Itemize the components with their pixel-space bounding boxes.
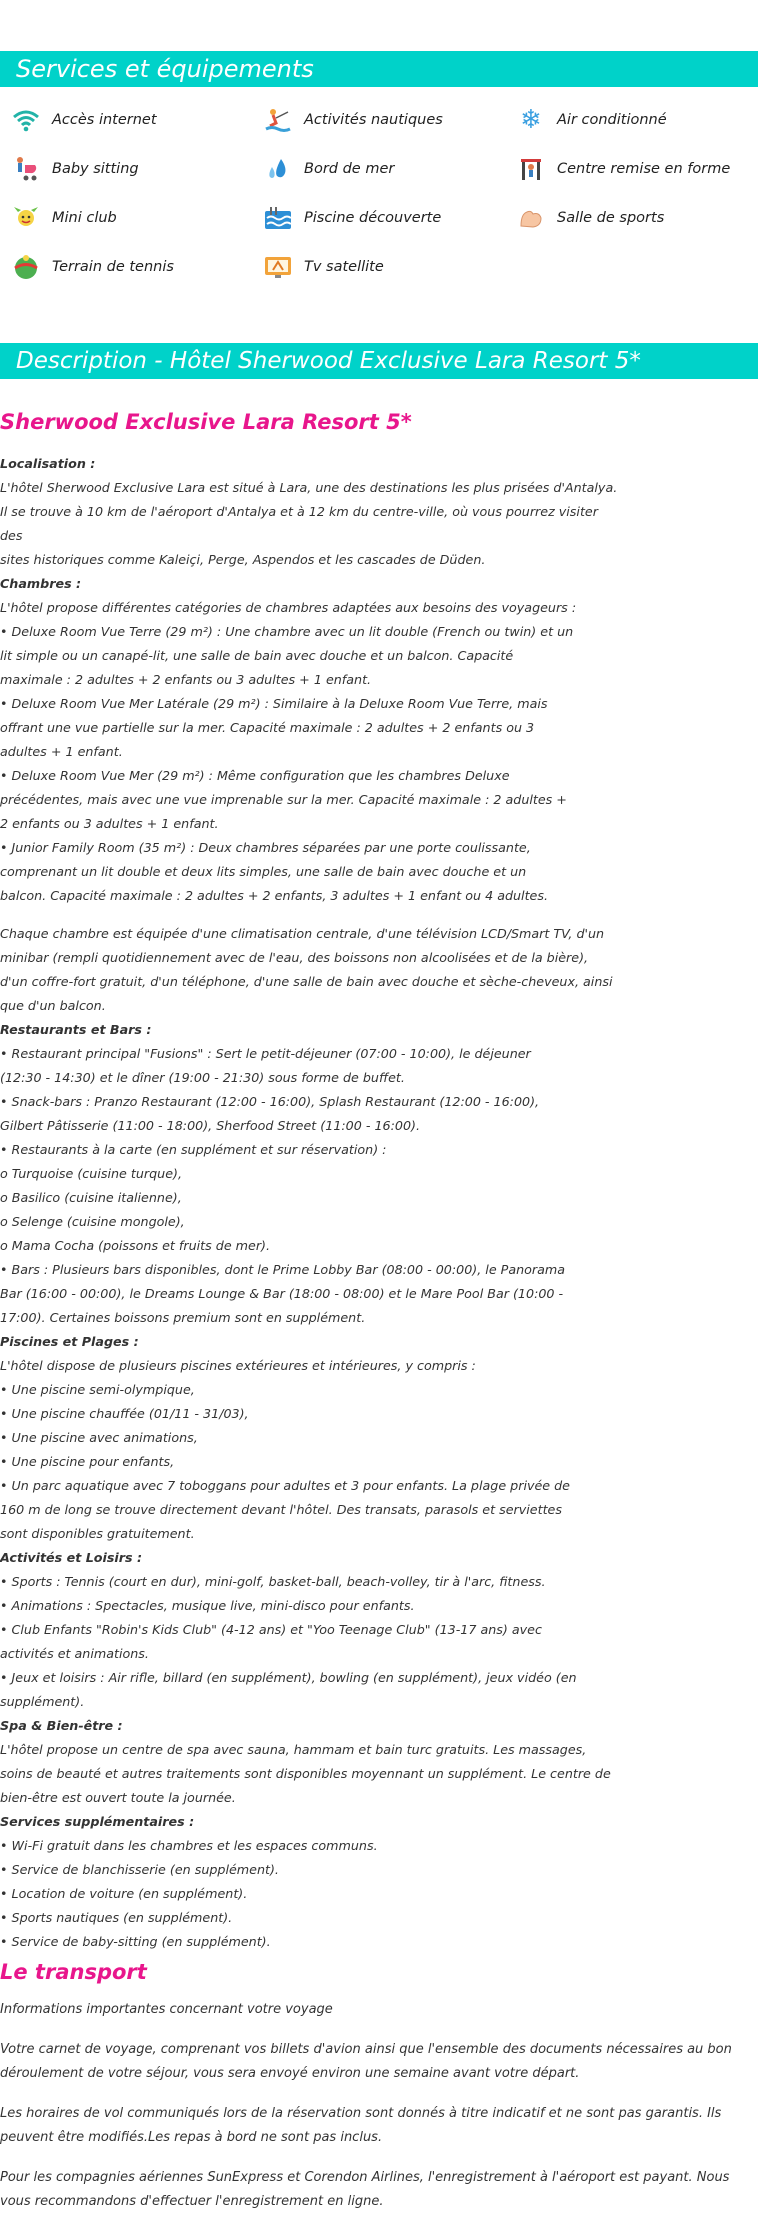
description-line: • Bars : Plusieurs bars disponibles, dont le Prime Lobby Bar (08:00 - 00:00), le Panorama	[0, 1262, 566, 1277]
wifi-icon	[10, 105, 42, 135]
description-section-title: Description - Hôtel Sherwood Exclusive Lara Resort 5*	[0, 343, 758, 379]
description-line: • Animations : Spectacles, musique live, mini-disco pour enfants.	[0, 1598, 415, 1613]
description-line: que d'un balcon.	[0, 998, 106, 1013]
transport-paragraph: Pour les compagnies aériennes SunExpress et Corendon Airlines, l'enregistrement à l'aéroport est payant. Nous vous recommandons d'effectuer l'enregistrement en ligne.	[0, 2170, 730, 2209]
service-gym	[515, 203, 664, 233]
description-line: offrant une vue partielle sur la mer. Capacité maximale : 2 adultes + 2 enfants ou 3	[0, 720, 535, 735]
description-line: bien-être est ouvert toute la journée.	[0, 1790, 236, 1805]
service-ac	[515, 105, 667, 135]
description-line: Gilbert Pâtisserie (11:00 - 18:00), Sherfood Street (11:00 - 16:00).	[0, 1118, 420, 1133]
description-line: o Turquoise (cuisine turque),	[0, 1166, 182, 1181]
service-label: Salle de sports	[557, 210, 665, 226]
description-line: • Snack-bars : Pranzo Restaurant (12:00 - 16:00), Splash Restaurant (12:00 - 16:00),	[0, 1094, 540, 1109]
description-line: sont disponibles gratuitement.	[0, 1526, 195, 1541]
description-line: • Jeux et loisirs : Air rifle, billard (en supplément), bowling (en supplément), jeux vidéo (en	[0, 1670, 577, 1685]
service-satellite-tv	[262, 252, 384, 282]
description-line: lit simple ou un canapé-lit, une salle de bain avec douche et un balcon. Capacité	[0, 648, 514, 663]
description-line: activités et animations.	[0, 1646, 149, 1661]
hotel-name-heading: Sherwood Exclusive Lara Resort 5*	[0, 410, 412, 434]
description-line: • Une piscine chauffée (01/11 - 31/03),	[0, 1406, 249, 1421]
description-line: • Restaurant principal "Fusions" : Sert le petit-déjeuner (07:00 - 10:00), le déjeuner	[0, 1046, 531, 1061]
description-line: Chaque chambre est équipée d'une climatisation centrale, d'une télévision LCD/Smart TV, d'un	[0, 926, 605, 941]
description-line: • Restaurants à la carte (en supplément et sur réservation) :	[0, 1142, 387, 1157]
description-line: précédentes, mais avec une vue imprenable sur la mer. Capacité maximale : 2 adultes +	[0, 792, 567, 807]
service-internet	[10, 105, 157, 135]
service-label: Terrain de tennis	[52, 259, 174, 275]
paragraph-gap	[0, 908, 620, 922]
description-subheading: Chambres :	[0, 576, 82, 591]
service-seaside	[262, 154, 394, 184]
description-subheading: Services supplémentaires :	[0, 1814, 195, 1829]
description-line: (12:30 - 14:30) et le dîner (19:00 - 21:30) sous forme de buffet.	[0, 1070, 405, 1085]
kids-club-icon	[10, 203, 42, 233]
description-line: adultes + 1 enfant.	[0, 744, 123, 759]
description-subheading: Restaurants et Bars :	[0, 1022, 152, 1037]
description-line: minibar (rempli quotidiennement avec de l'eau, des boissons non alcoolisées et de la bière),	[0, 950, 589, 965]
service-mini-club	[10, 203, 117, 233]
description-subheading: Localisation :	[0, 456, 96, 471]
description-line: o Mama Cocha (poissons et fruits de mer).	[0, 1238, 271, 1253]
pool-icon	[262, 203, 294, 233]
description-line: • Deluxe Room Vue Mer Latérale (29 m²) : Similaire à la Deluxe Room Vue Terre, mais	[0, 696, 548, 711]
hotel-description	[0, 452, 620, 1954]
service-label: Bord de mer	[304, 161, 395, 177]
description-line: • Un parc aquatique avec 7 toboggans pour adultes et 3 pour enfants. La plage privée de	[0, 1478, 570, 1493]
description-subheading: Piscines et Plages :	[0, 1334, 139, 1349]
stroller-icon	[10, 154, 42, 184]
description-line: 2 enfants ou 3 adultes + 1 enfant.	[0, 816, 219, 831]
snowflake-icon: ❄	[520, 105, 542, 135]
description-line: supplément).	[0, 1694, 85, 1709]
description-line: • Location de voiture (en supplément).	[0, 1886, 248, 1901]
service-label: Air conditionné	[557, 112, 667, 128]
description-line: L'hôtel Sherwood Exclusive Lara est situé à Lara, une des destinations les plus prisées d'Antalya.	[0, 480, 618, 495]
gym-arm-icon	[515, 203, 547, 233]
service-fitness-center	[515, 154, 730, 184]
service-label: Tv satellite	[304, 259, 384, 275]
service-tennis	[10, 252, 174, 282]
description-line: L'hôtel propose différentes catégories de chambres adaptées aux besoins des voyageurs :	[0, 600, 577, 615]
service-label: Baby sitting	[52, 161, 139, 177]
transport-paragraph: Votre carnet de voyage, comprenant vos billets d'avion ainsi que l'ensemble des documents nécessaires au bon déroulement de votre séjour, vous sera envoyé environ une semaine avant votre départ.	[0, 2042, 732, 2081]
description-line: • Une piscine semi-olympique,	[0, 1382, 195, 1397]
transport-paragraph: Les horaires de vol communiqués lors de la réservation sont donnés à titre indicatif et ne sont pas garantis. Ils peuvent être modifiés.Les repas à bord ne sont pas inclus.	[0, 2106, 722, 2145]
service-outdoor-pool	[262, 203, 441, 233]
description-line: Il se trouve à 10 km de l'aéroport d'Antalya et à 12 km du centre-ville, où vous pourrez visiter des	[0, 504, 598, 543]
transport-heading: Le transport	[0, 1960, 147, 1984]
description-line: 17:00). Certaines boissons premium sont en supplément.	[0, 1310, 366, 1325]
description-line: o Basilico (cuisine italienne),	[0, 1190, 182, 1205]
service-babysitting	[10, 154, 139, 184]
service-label: Accès internet	[52, 112, 157, 128]
description-line: • Wi-Fi gratuit dans les chambres et les espaces communs.	[0, 1838, 378, 1853]
description-line: • Junior Family Room (35 m²) : Deux chambres séparées par une porte coulissante,	[0, 840, 531, 855]
description-line: • Service de blanchisserie (en supplément).	[0, 1862, 279, 1877]
water-ski-icon	[262, 105, 294, 135]
description-line: Bar (16:00 - 00:00), le Dreams Lounge & Bar (18:00 - 08:00) et le Mare Pool Bar (10:00 -	[0, 1286, 564, 1301]
description-line: • Deluxe Room Vue Mer (29 m²) : Même configuration que les chambres Deluxe	[0, 768, 510, 783]
fitness-icon	[515, 154, 547, 184]
service-label: Centre remise en forme	[557, 161, 731, 177]
description-line: d'un coffre-fort gratuit, d'un téléphone, d'une salle de bain avec douche et sèche-cheveux, ainsi	[0, 974, 613, 989]
description-line: • Une piscine avec animations,	[0, 1430, 198, 1445]
water-drop-icon	[262, 154, 294, 184]
service-label: Mini club	[52, 210, 117, 226]
description-line: • Sports nautiques (en supplément).	[0, 1910, 233, 1925]
description-subheading: Spa & Bien-être :	[0, 1718, 123, 1733]
description-line: • Deluxe Room Vue Terre (29 m²) : Une chambre avec un lit double (French ou twin) et un	[0, 624, 574, 639]
description-line: comprenant un lit double et deux lits simples, une salle de bain avec douche et un	[0, 864, 527, 879]
services-section-title: Services et équipements	[0, 51, 758, 87]
description-line: maximale : 2 adultes + 2 enfants ou 3 adultes + 1 enfant.	[0, 672, 372, 687]
transport-paragraph: Informations importantes concernant votre voyage	[0, 2002, 333, 2017]
description-line: o Selenge (cuisine mongole),	[0, 1214, 185, 1229]
description-line: L'hôtel dispose de plusieurs piscines extérieures et intérieures, y compris :	[0, 1358, 476, 1373]
description-line: soins de beauté et autres traitements sont disponibles moyennant un supplément. Le centre de	[0, 1766, 611, 1781]
service-label: Piscine découverte	[304, 210, 442, 226]
description-line: • Club Enfants "Robin's Kids Club" (4-12 ans) et "Yoo Teenage Club" (13-17 ans) avec	[0, 1622, 542, 1637]
service-label: Activités nautiques	[304, 112, 443, 128]
description-line: • Sports : Tennis (court en dur), mini-golf, basket-ball, beach-volley, tir à l'arc, fitness.	[0, 1574, 546, 1589]
description-line: sites historiques comme Kaleiçi, Perge, Aspendos et les cascades de Düden.	[0, 552, 486, 567]
service-nautical	[262, 105, 443, 135]
description-line: L'hôtel propose un centre de spa avec sauna, hammam et bain turc gratuits. Les massages,	[0, 1742, 587, 1757]
description-line: • Une piscine pour enfants,	[0, 1454, 175, 1469]
tennis-icon	[10, 252, 42, 282]
description-line: • Service de baby-sitting (en supplément).	[0, 1934, 271, 1949]
transport-info	[0, 1998, 745, 2230]
description-line: balcon. Capacité maximale : 2 adultes + 2 enfants, 3 adultes + 1 enfant ou 4 adultes.	[0, 888, 549, 903]
description-subheading: Activités et Loisirs :	[0, 1550, 143, 1565]
tv-icon	[262, 252, 294, 282]
description-line: 160 m de long se trouve directement devant l'hôtel. Des transats, parasols et serviettes	[0, 1502, 562, 1517]
